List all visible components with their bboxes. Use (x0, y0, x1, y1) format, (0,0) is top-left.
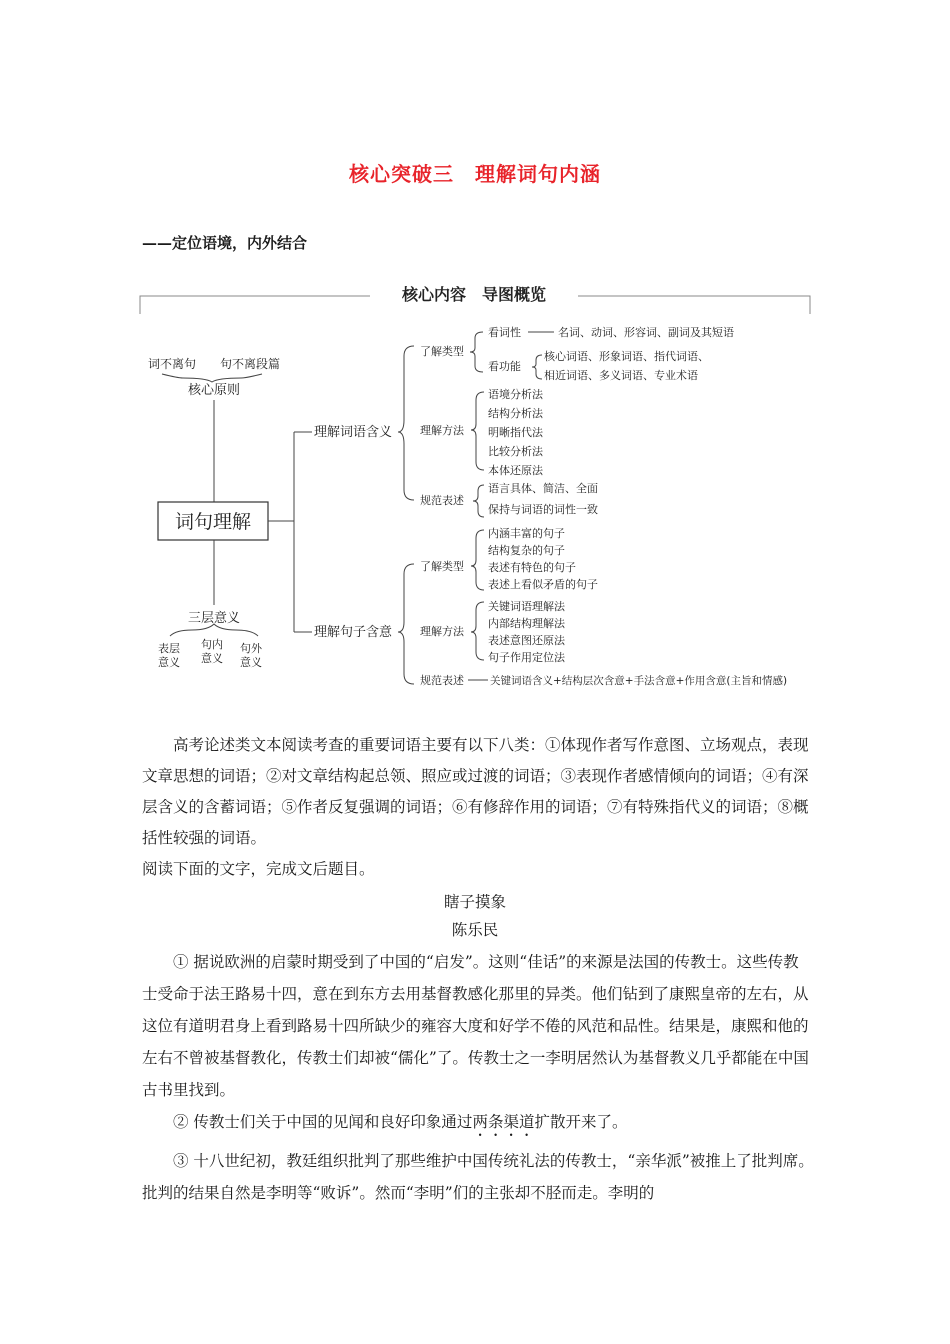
word-method: 结构分析法 (488, 407, 543, 420)
mind-map (138, 280, 818, 700)
article-paragraph-2 (142, 1106, 814, 1140)
intro-paragraph: 高考论述类文本阅读考查的重要词语主要有以下八类：①体现作者写作意图、立场观点，表现文章思想的词语；②对文章结构起总领、照应或过渡的词语；③表现作者感情倾向的词语；④有深层含义的含蓄词语；⑤作者反复强调的词语；⑥有修辞作用的词语；⑦有特殊指代义的词语；⑧概括性较强的词语。 (142, 736, 809, 847)
sentence-expression: 关键词语含义+结构层次含意+手法含意+作用含意(主旨和情感) (490, 675, 788, 687)
article-paragraph-1: ① 据说欧洲的启蒙时期受到了中国的“启发”。这则“佳话”的来源是法国的传教士。这些传教士受命于法王路易十四，意在到东方去用基督教感化那里的异类。他们钻到了康熙皇帝的左右，从这位有道明君身上看到路易十四所缺少的雍容大度和好学不倦的风范和品性。结果是，康熙和他的左右不曾被基督教化，传教士们却被“儒化”了。传教士之一李明居然认为基督教义几乎都能在中国古书里找到。 (142, 953, 809, 1099)
function-items: 相近词语、多义词语、专业术语 (544, 369, 698, 382)
layer-item: 句外 (240, 642, 262, 655)
sentence-method: 内部结构理解法 (488, 617, 565, 630)
mindmap-header: 核心内容 导图概览 (401, 285, 547, 304)
article-paragraph-3: ③ 十八世纪初，教廷组织批判了那些维护中国传统礼法的传教士，“亲华派”被推上了批判席。批判的结果自然是李明等“败诉”。然而“李明”们的主张却不胫而走。李明的 (142, 1152, 814, 1202)
sentence-type: 表述有特色的句子 (488, 561, 576, 574)
instruction: 阅读下面的文字，完成文后题目。 (142, 860, 375, 878)
sentence-method: 关键词语理解法 (488, 600, 565, 613)
layer-item: 意义 (158, 656, 180, 669)
sentence-type: 结构复杂的句子 (488, 544, 565, 557)
layer-item: 意义 (240, 656, 262, 669)
sentence-branch-label: 理解句子含意 (314, 625, 393, 640)
article-title: 瞎子摸象 (443, 893, 506, 911)
sentence-method: 句子作用定位法 (488, 651, 565, 664)
principle-item: 词不离句 (148, 357, 197, 371)
sentence-types-label: 了解类型 (420, 560, 464, 573)
p2-text: ② 传教士们关于中国的见闻和良好印象通过 (173, 1113, 473, 1131)
word-method: 本体还原法 (488, 464, 543, 477)
pos-label: 看词性 (488, 326, 521, 339)
page-title: 核心突破三 理解词句内涵 (349, 162, 601, 186)
word-method: 明晰指代法 (488, 426, 543, 439)
word-branch-label: 理解词语含义 (314, 425, 393, 440)
principle-item: 句不离段篇 (220, 357, 281, 371)
p2-text: 扩散开来了。 (534, 1113, 628, 1131)
dotted-phrase: 两条渠道 (472, 1113, 535, 1131)
layer-item: 表层 (158, 642, 180, 655)
layer-item: 意义 (201, 652, 223, 665)
layer-item: 句内 (201, 638, 223, 651)
pos-items: 名词、动词、形容词、副词及其短语 (558, 326, 734, 339)
word-method: 比较分析法 (488, 445, 543, 458)
word-expression: 保持与词语的词性一致 (488, 503, 598, 516)
article-author: 陈乐民 (451, 921, 499, 939)
word-method: 语境分析法 (488, 388, 543, 401)
layers-label: 三层意义 (187, 611, 241, 626)
sentence-expression-label: 规范表述 (420, 674, 464, 687)
principle-label: 核心原则 (187, 383, 241, 398)
word-expression: 语言具体、简洁、全面 (488, 482, 598, 495)
center-node: 词句理解 (174, 511, 252, 533)
subtitle: ——定位语境，内外结合 (142, 234, 308, 252)
word-expression-label: 规范表述 (420, 494, 464, 507)
sentence-method: 表述意图还原法 (488, 634, 565, 647)
sentence-type: 内涵丰富的句子 (488, 527, 565, 540)
sentence-methods-label: 理解方法 (420, 625, 464, 638)
word-methods-label: 理解方法 (420, 424, 464, 437)
sentence-type: 表述上看似矛盾的句子 (488, 578, 598, 591)
function-label: 看功能 (488, 360, 521, 373)
function-items: 核心词语、形象词语、指代词语、 (544, 350, 709, 363)
word-types-label: 了解类型 (420, 345, 464, 358)
